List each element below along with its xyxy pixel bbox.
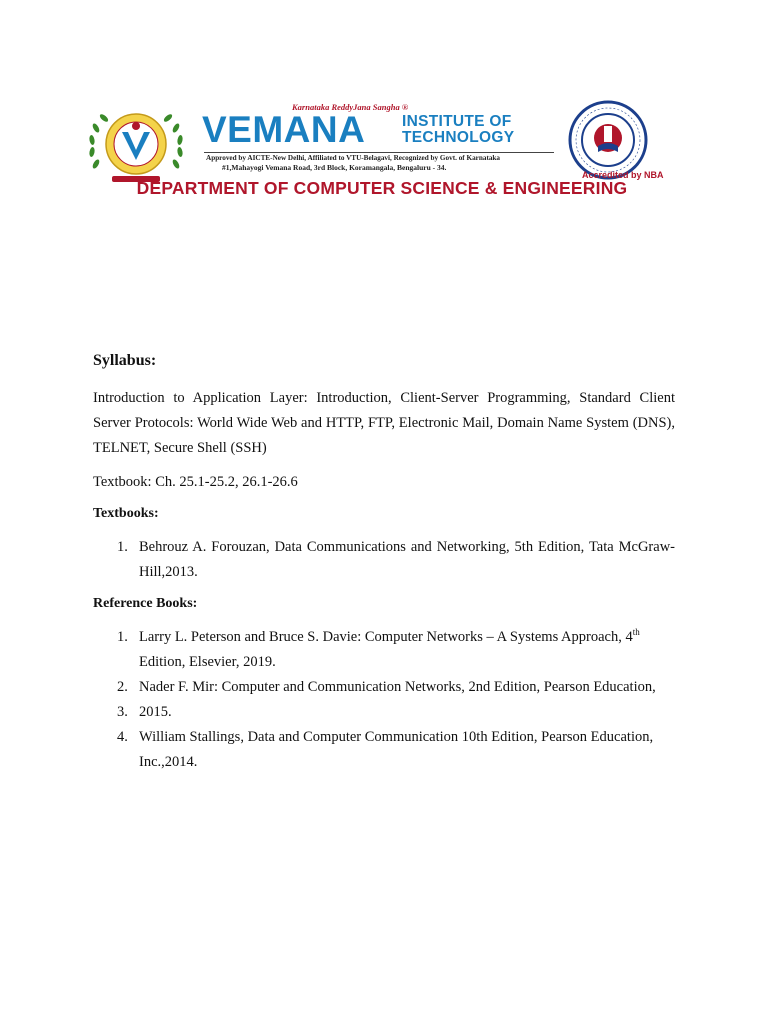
reference-books-list [93,625,675,775]
sangha-name: Karnataka ReddyJana Sangha ® [292,102,409,112]
list-item [93,675,675,700]
institute-name-line2: TECHNOLOGY [402,129,515,146]
institute-name-line1: INSTITUTE OF [402,113,512,130]
list-number: 4. [117,729,128,745]
textbook-chapter-reference: Textbook: Ch. 25.1-25.2, 26.1-26.6 [93,474,298,490]
textbook-entry: Behrouz A. Forouzan, Data Communications and Networking, 5th Edition, Tata McGraw-Hill,2013. [139,539,675,580]
list-item [93,625,675,675]
textbooks-heading: Textbooks: [93,506,159,521]
header-divider [204,152,554,153]
reference-books-heading: Reference Books: [93,596,198,611]
institute-name-vemana: VEMANA [202,109,366,150]
list-number: 1. [117,539,128,555]
textbooks-list [93,535,675,585]
list-number: 2. [117,679,128,695]
reference-entry: Nader F. Mir: Computer and Communication Networks, 2nd Edition, Pearson Education, [139,679,656,695]
syllabus-heading: Syllabus: [93,352,157,369]
list-item [93,700,675,725]
ordinal-superscript: th [632,627,640,638]
syllabus-text: Introduction to Application Layer: Introduction, Client-Server Programming, Standard Client Server Protocols: World Wide Web and HTTP, FTP, Electronic Mail, Domain Name System (DNS), TELNET, Secure Shell (SSH) [93,390,675,456]
accreditation-badge: Accredited by NBA [582,170,664,180]
list-number: 3. [117,704,128,720]
approval-line: Approved by AICTE-New Delhi, Affiliated to VTU-Belagavi, Recognized by Govt. of Karnataka [206,154,501,162]
department-title: DEPARTMENT OF COMPUTER SCIENCE & ENGINEERING [136,178,628,198]
letterhead [82,98,682,208]
list-item [93,725,675,775]
reference-entry-part: Larry L. Peterson and Bruce S. Davie: Computer Networks – A Systems Approach, 4 [139,629,633,645]
vemana-institute-emblem-icon [82,104,190,186]
list-number: 1. [117,629,128,645]
reference-entry: William Stallings, Data and Computer Communication 10th Edition, Pearson Education, Inc.,2014. [139,729,654,770]
address-line: #1,Mahayogi Vemana Road, 3rd Block, Koramangala, Bengaluru - 34. [222,163,447,172]
syllabus-content [93,352,675,783]
reference-entry-part: Edition, Elsevier, 2019. [139,654,276,670]
list-item [93,535,675,585]
reference-entry: 2015. [139,704,172,720]
